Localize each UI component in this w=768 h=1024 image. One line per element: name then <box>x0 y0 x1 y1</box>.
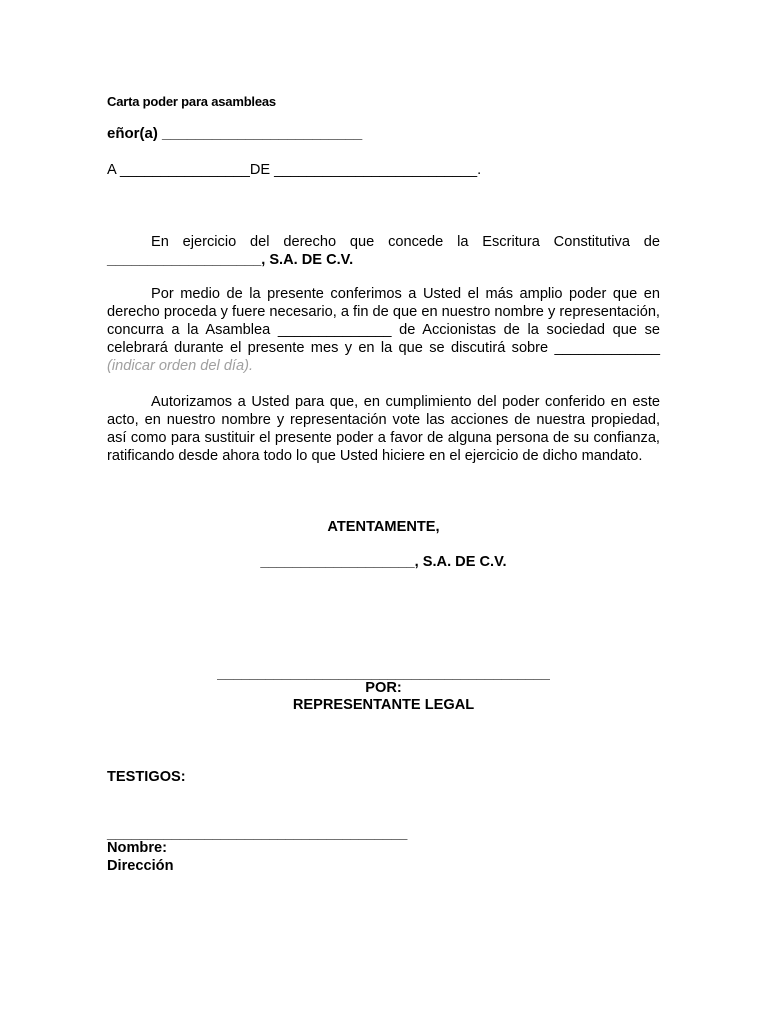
recipient-line: eñor(a) ________________________ <box>107 125 363 142</box>
paragraph-2-text: Por medio de la presente conferimos a Usted el más amplio poder que en derecho proceda y fuere necesario, a fin de que en nuestro nombre y representación, concurra a la Asamblea ______________ de Accionistas de la sociedad que se celebrará durante el presente mes y en la que se discutirá sobre _____________ <box>107 286 660 356</box>
signature-por-label: POR: <box>365 680 402 696</box>
paragraph-power-grant <box>107 285 660 375</box>
witness-address-label: Dirección <box>107 858 174 874</box>
witness-name-label: Nombre: <box>107 840 167 856</box>
signature-line: _________________________________________ <box>217 666 550 682</box>
paragraph-authorization <box>107 393 660 465</box>
paragraph-1-text: En ejercicio del derecho que concede la Escritura Constitutiva de <box>151 234 660 250</box>
legal-representative-title: REPRESENTANTE LEGAL <box>292 697 475 713</box>
closing-salutation: ATENTAMENTE, <box>327 519 440 535</box>
agenda-hint: (indicar orden del día). <box>107 358 254 374</box>
signing-company: ___________________, S.A. DE C.V. <box>260 554 507 570</box>
company-name-blank: ___________________, S.A. DE C.V. <box>107 252 354 268</box>
address-line: A ________________DE _________________________. <box>107 162 482 178</box>
witnesses-heading: TESTIGOS: <box>107 769 186 785</box>
witness-signature-line: _____________________________________ <box>107 826 408 842</box>
paragraph-constitutive-deed <box>107 233 660 269</box>
paragraph-3-text: Autorizamos a Usted para que, en cumplimiento del poder conferido en este acto, en nuestro nombre y representación vote las acciones de nuestra propiedad, así como para sustituir el presente poder a favor de alguna persona de su confianza, ratificando desde ahora todo lo que Usted hiciere en el ejercicio de dicho mandato. <box>107 394 660 464</box>
document-title: Carta poder para asambleas <box>107 94 276 109</box>
